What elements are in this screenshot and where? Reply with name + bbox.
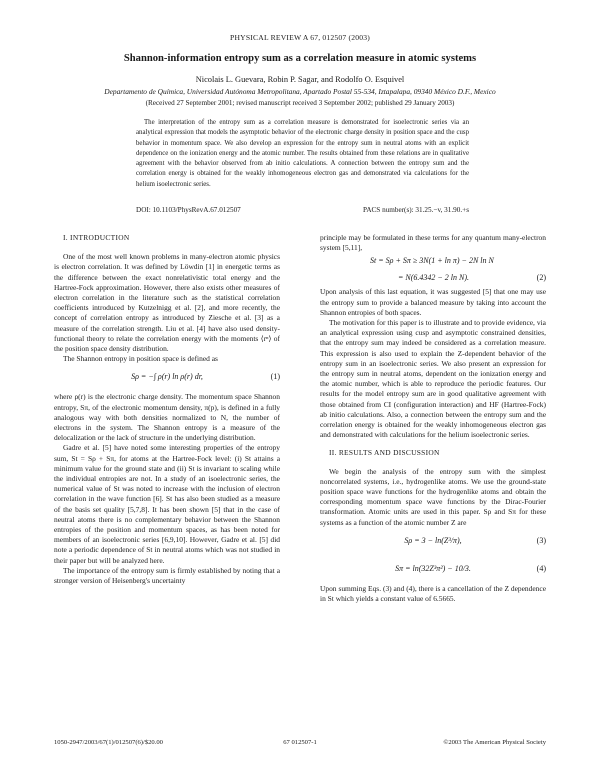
equation-number: (1) [270, 372, 280, 382]
equation-formula: Sρ = 3 − ln(Z³/π), [404, 535, 462, 545]
paragraph: Upon summing Eqs. (3) and (4), there is a cancellation of the Z dependence in St which yields a constant value of 6.5665. [320, 583, 546, 604]
equation-formula: Sπ = ln(32Z³π²) − 10/3. [395, 563, 471, 573]
paragraph: We begin the analysis of the entropy sum with the simplest noncorrelated systems, i.e., hydrogenlike atoms. We use the ground-state position space wave functions for the hydrogenlike atoms and obtain the corresponding momentum space wave functions by the Dirac-Fourier transformation. Atomic units are used in this paper. Sρ and Sπ for these systems as a function of the atomic number Z are [320, 466, 546, 527]
footer-page-number: 67 012507-1 [283, 739, 317, 746]
paragraph: principle may be formulated in these terms for any quantum many-electron system [5,11], [320, 233, 546, 253]
paper-title: Shannon-information entropy sum as a correlation measure in atomic systems [123, 53, 477, 64]
paragraph: Upon analysis of this last equation, it was suggested [5] that one may use the entropy sum to provide a balanced measure by taking into account the Shannon entropies of both spaces. [320, 287, 546, 317]
paragraph: where ρ(r) is the electronic charge density. The momentum space Shannon entropy, Sπ, of the electronic momentum density, π(p), is defined in a fully analogous way with both densities normalized to N, the number of electrons in the system. The Shannon entropy is a measure of the delocalization or the lack of structure in the underlying distribution. [54, 392, 280, 443]
footer-issn: 1050-2947/2003/67(1)/012507(6)/$20.00 [54, 739, 163, 746]
equation-3 [320, 528, 546, 556]
paragraph: The Shannon entropy in position space is defined as [63, 354, 218, 364]
equation-formula: Sρ = −∫ ρ(r) ln ρ(r) dr, [131, 372, 203, 382]
journal-header: PHYSICAL REVIEW A 67, 012507 (2003) [230, 33, 370, 42]
equation-formula: = N(6.4342 − 2 ln N). [398, 273, 470, 283]
right-column [320, 233, 546, 604]
equation-formula: St = Sρ + Sπ ≥ 3N(1 + ln π) − 2N ln N [370, 256, 494, 266]
equation-2 [320, 253, 546, 287]
author-list: Nicolais L. Guevara, Robin P. Sagar, and Rodolfo O. Esquivel [195, 75, 405, 84]
paragraph: Gadre et al. [5] have noted some interesting properties of the entropy sum, St = Sρ + Sπ, for atoms at the Hartree-Fock level: (i) St attains a minimum value for the ground state and (ii) St is invariant to scaling while the individual entropies are not. In a study of an isoelectronic series, the numerical value of St was noted to increase with the inclusion of electron correlation in the wave function [6]. St has also been studied as a measure of the basis set quality [5,7,8]. It has been shown [5] that in the case of neutral atoms there is no complementary behavior between the Shannon entropies of the position and momentum spaces, as has been noted for members of an isoelectronic series [6,9,10]. However, Gadre et al. [5] did note a periodic dependence of St in neutral atoms which was not studied in their paper but will be analyzed here. [54, 443, 280, 565]
paragraph: One of the most well known problems in many-electron atomic physics is electron correlation. It was defined by Löwdin [1] in energetic terms as the difference between the exact nonrelativistic total energy and the Hartree-Fock approximation. However, there also exists other measures of electron correlation in the literature such as the statistical correlation coefficients introduced by Kutzelnigg et al. [2], and more recently, the concept of correlation entropy as introduced by Ziesche et al. [3] as a measure of the correlation strength. Liu et al. [4] have also used density-functional theory to relate the correlation energy with the moments ⟨rⁿ⟩ of the position space density distribution. [54, 252, 280, 354]
equation-1 [54, 364, 280, 392]
paragraph: The importance of the entropy sum is firmly established by noting that a stronger version of Heisenberg's uncertainty [54, 565, 280, 586]
section-heading: II. RESULTS AND DISCUSSION [329, 448, 440, 458]
affiliation: Departamento de Química, Universidad Autónoma Metropolitana, Apartado Postal 55-534, Iztapalapa, 09340 México D.F., Mexico [104, 87, 496, 96]
abstract: The interpretation of the entropy sum as a correlation measure is demonstrated for isoelectronic series via an analytical expression that models the asymptotic behavior of the electronic charge density in position space and the cusp behavior in momentum space. We also develop an expression for the entropy sum in neutral atoms with an explicit dependence on the ionization energy and the atomic number. The results obtained from these relations are in qualitative agreement with the behavior observed from ab initio calculations. A connection between the entropy sum and the correlation energy is obtained for the weakly inhomogeneous electron gas and demonstrated via calculations for the helium isoelectronic series. [136, 119, 469, 188]
paragraph: The motivation for this paper is to illustrate and to provide evidence, via an analytical expression using cusp and asymptotic constrained densities, that the entropy sum may indeed be considered as a correlation measure. This expression is also used to explain the Z-dependent behavior of the entropy sum in an isoelectronic series. We also present an expression for the entropy sum in neutral atoms, dependent on the ionization energy and the atomic number, which is able to reproduce the periodic features. Our results for the model entropy sum are in good qualitative agreement with those obtained from CI (configuration interaction) and HF (Hartree-Fock) ab initio calculations. Also, a connection between the entropy sum and the correlation energy is obtained for the weakly inhomogeneous electron gas and demonstrated with calculations for the helium isoelectronic series. [320, 318, 546, 440]
footer-copyright: ©2003 The American Physical Society [443, 739, 546, 746]
section-heading: I. INTRODUCTION [63, 233, 130, 242]
pacs-numbers: PACS number(s): 31.25.−v, 31.90.+s [362, 206, 469, 214]
doi: DOI: 10.1103/PhysRevA.67.012507 [136, 206, 241, 214]
equation-4 [320, 556, 546, 584]
equation-number: (4) [536, 563, 546, 573]
equation-number: (3) [536, 535, 546, 545]
equation-number: (2) [536, 273, 546, 283]
left-column [54, 233, 280, 586]
received-dates: (Received 27 September 2001; revised manuscript received 3 September 2002; published 29 January 2003) [145, 99, 455, 107]
